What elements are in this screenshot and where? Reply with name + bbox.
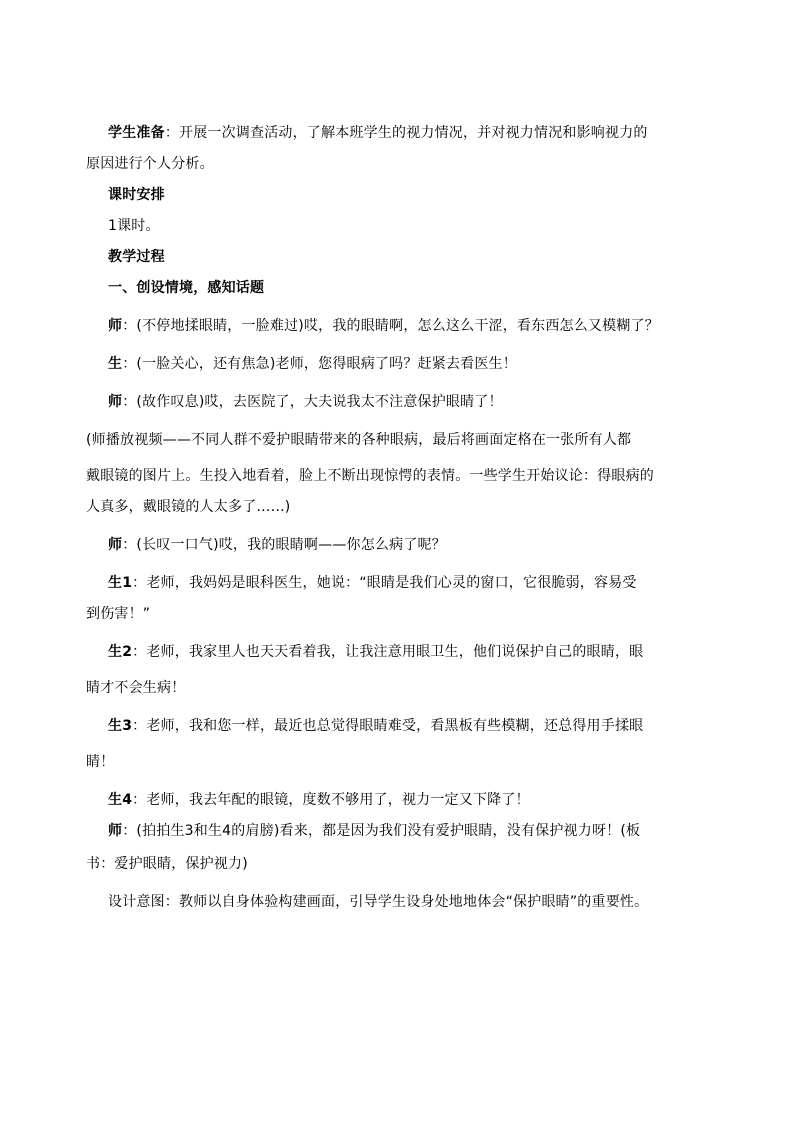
paragraph-schedule: 1课时。 — [108, 218, 160, 234]
label-student-preparation: 学生准备 — [108, 125, 165, 141]
video-note-line-1: (师播放视频——不同人群不爱护眼睛带来的各种眼病，最后将画面定格在一张所有人都 — [86, 432, 632, 448]
video-note-line-3: 人真多，戴眼镜的人太多了……) — [86, 499, 291, 515]
heading-section-1: 一、创设情境，感知话题 — [108, 280, 265, 296]
dialogue-student-s4 — [108, 785, 718, 816]
speaker-student: 生 — [108, 356, 123, 372]
dialogue-teacher-4 — [86, 816, 718, 880]
dialogue-text: ：(不停地揉眼睛，一脸难过)哎，我的眼睛啊，怎么这么干涩，看东西怎么又模糊了？ — [122, 318, 659, 334]
heading-teaching-process: 教学过程 — [108, 249, 165, 265]
speaker-student-4: 生4 — [108, 792, 133, 808]
speaker-student-1: 生1 — [108, 575, 133, 591]
dialogue-text-continued: 睛才不会生病！ — [86, 680, 186, 696]
dialogue-teacher-2 — [108, 387, 718, 418]
heading-schedule: 课时安排 — [108, 187, 165, 203]
dialogue-teacher-3 — [108, 530, 718, 561]
dialogue-text: ：老师，我和您一样，最近也总觉得眼睛难受，看黑板有些模糊，还总得用手揉眼 — [132, 718, 644, 734]
speaker-teacher: 师 — [108, 394, 123, 410]
dialogue-text: ：(故作叹息)哎，去医院了，大夫说我太不注意保护眼睛了！ — [122, 394, 503, 410]
speaker-teacher: 师 — [108, 537, 123, 553]
dialogue-student-1 — [108, 349, 718, 380]
paragraph-design-intent: 设计意图：教师以自身体验构建画面，引导学生设身处地地体会“保护眼睛”的重要性。 — [108, 894, 649, 910]
dialogue-student-s2 — [86, 637, 718, 704]
dialogue-student-s3 — [86, 711, 718, 778]
speaker-student-3: 生3 — [108, 718, 133, 734]
dialogue-text: ：老师，我妈妈是眼科医生，她说：“眼睛是我们心灵的窗口，它很脆弱，容易受 — [132, 575, 637, 591]
paragraph-video-note — [86, 425, 718, 523]
text-student-preparation-2: 原因进行个人分析。 — [86, 156, 214, 172]
speaker-student-2: 生2 — [108, 644, 133, 660]
dialogue-text: ：老师，我去年配的眼镜，度数不够用了，视力一定又下降了！ — [132, 792, 530, 808]
dialogue-text: ：(长叹一口气)哎，我的眼睛啊——你怎么病了呢？ — [122, 537, 446, 553]
dialogue-text-continued: 到伤害！” — [86, 606, 151, 622]
dialogue-student-s1 — [86, 568, 718, 630]
dialogue-text-continued: 睛！ — [86, 754, 115, 770]
dialogue-text-continued: 书：爱护眼睛，保护视力) — [86, 856, 248, 872]
dialogue-text: ：老师，我家里人也天天看着我，让我注意用眼卫生，他们说保护自己的眼睛，眼 — [132, 644, 644, 660]
dialogue-teacher-1 — [108, 311, 718, 342]
document-body — [86, 118, 718, 918]
dialogue-text: ：(一脸关心，还有焦急)老师，您得眼病了吗？赶紧去看医生！ — [122, 356, 517, 372]
speaker-teacher: 师 — [108, 823, 123, 839]
paragraph-student-preparation — [86, 118, 718, 180]
text-student-preparation-1: ：开展一次调查活动，了解本班学生的视力情况，并对视力情况和影响视力的 — [164, 125, 648, 141]
speaker-teacher: 师 — [108, 318, 123, 334]
video-note-line-2: 戴眼镜的图片上。生投入地看着，脸上不断出现惊愕的表情。一些学生开始议论：得眼病的 — [86, 468, 654, 484]
dialogue-text: ：(拍拍生3和生4的肩膀)看来，都是因为我们没有爱护眼睛，没有保护视力呀！(板 — [122, 823, 641, 839]
